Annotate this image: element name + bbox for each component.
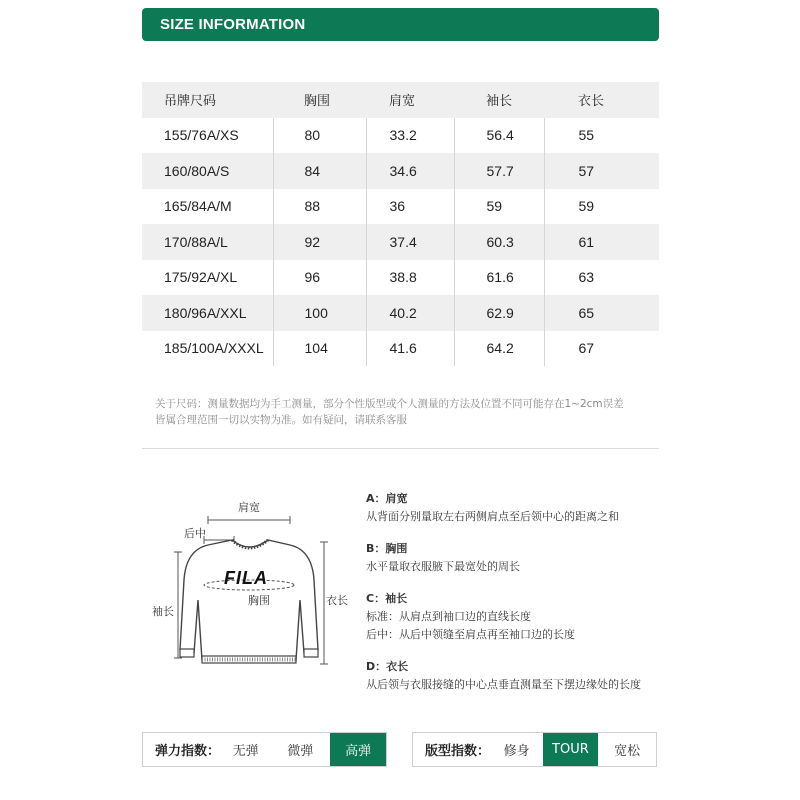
shoulder-cell: 36 <box>366 189 454 225</box>
shoulder-cell: 34.6 <box>366 153 454 189</box>
definition-title: D：衣长 <box>366 660 409 673</box>
sleeve-cell: 61.6 <box>454 260 544 296</box>
size-cell: 185/100A/XXXL <box>142 331 273 367</box>
column-header: 袖长 <box>486 94 513 110</box>
length-cell: 61 <box>578 233 595 250</box>
definition-sleeve <box>366 590 666 644</box>
elasticity-index <box>142 732 387 767</box>
sleeve-label: 袖长 <box>152 605 174 618</box>
table-row <box>142 260 659 296</box>
chest-cell: 96 <box>273 260 366 296</box>
length-cell: 63 <box>578 269 595 286</box>
length-label: 衣长 <box>326 594 348 607</box>
chest-cell: 100 <box>273 295 366 331</box>
chest-cell: 88 <box>273 189 366 225</box>
table-row <box>142 118 659 154</box>
measurement-definitions <box>366 490 666 708</box>
definition-shoulder <box>366 490 666 526</box>
sweatshirt-diagram <box>140 490 360 680</box>
definition-text: 后中：从后中领缝至肩点再至袖口边的长度 <box>366 628 575 641</box>
size-cell: 160/80A/S <box>142 153 273 189</box>
section-header <box>142 8 659 41</box>
column-header: 衣长 <box>578 94 605 110</box>
length-cell: 59 <box>578 198 595 215</box>
note-line: 皆属合理范围一切以实物为准。如有疑问，请联系客服 <box>155 414 407 426</box>
elasticity-option-high: 高弹 <box>330 733 386 766</box>
table-row <box>142 153 659 189</box>
shoulder-label: 肩宽 <box>238 501 260 514</box>
table-row <box>142 189 659 225</box>
fit-option-tour: TOUR <box>543 733 599 766</box>
shoulder-cell: 38.8 <box>366 260 454 296</box>
definition-length <box>366 658 666 694</box>
chest-cell: 80 <box>273 118 366 154</box>
sleeve-cell: 56.4 <box>454 118 544 154</box>
divider <box>142 448 659 449</box>
shoulder-cell: 37.4 <box>366 224 454 260</box>
length-cell: 65 <box>578 304 595 321</box>
size-cell: 170/88A/L <box>142 224 273 260</box>
sleeve-cell: 59 <box>454 189 544 225</box>
fit-label: 版型指数： <box>425 744 491 759</box>
chest-label: 胸围 <box>248 594 270 607</box>
shoulder-cell: 33.2 <box>366 118 454 154</box>
fit-option-loose: 宽松 <box>614 744 641 759</box>
fit-option-slim: 修身 <box>503 744 530 759</box>
chest-cell: 92 <box>273 224 366 260</box>
measurement-note <box>155 396 655 428</box>
size-cell: 155/76A/XS <box>142 118 273 154</box>
back-center-label: 后中 <box>184 527 206 540</box>
shoulder-cell: 41.6 <box>366 331 454 367</box>
table-row <box>142 295 659 331</box>
definition-title: B：胸围 <box>366 542 408 555</box>
size-cell: 180/96A/XXL <box>142 295 273 331</box>
chest-cell: 104 <box>273 331 366 367</box>
column-header: 吊牌尺码 <box>164 94 217 110</box>
sleeve-cell: 57.7 <box>454 153 544 189</box>
sleeve-cell: 60.3 <box>454 224 544 260</box>
section-title: SIZE INFORMATION <box>160 16 306 33</box>
table-header-row <box>142 82 659 118</box>
elasticity-option-none: 无弹 <box>232 744 259 759</box>
definition-text: 标准：从肩点到袖口边的直线长度 <box>366 610 531 623</box>
elasticity-label: 弹力指数： <box>155 744 221 759</box>
length-cell: 55 <box>578 127 595 144</box>
note-line: 关于尺码：测量数据均为手工测量，部分个性版型或个人测量的方法及位置不同可能存在1~2cm误差 <box>155 398 624 410</box>
chest-cell: 84 <box>273 153 366 189</box>
column-header: 胸围 <box>304 94 331 110</box>
length-cell: 57 <box>578 162 595 179</box>
table-row <box>142 224 659 260</box>
size-table <box>142 82 659 366</box>
table-row <box>142 331 659 367</box>
definition-title: C：袖长 <box>366 592 408 605</box>
definition-text: 从背面分别量取左右两侧肩点至后领中心的距离之和 <box>366 510 619 523</box>
definition-text: 水平量取衣服腋下最宽处的周长 <box>366 560 520 573</box>
definition-text: 从后领与衣服接缝的中心点垂直测量至下摆边缘处的长度 <box>366 678 641 691</box>
shoulder-cell: 40.2 <box>366 295 454 331</box>
column-header: 肩宽 <box>389 94 416 110</box>
sleeve-cell: 64.2 <box>454 331 544 367</box>
length-cell: 67 <box>578 340 595 357</box>
definition-chest <box>366 540 666 576</box>
size-cell: 175/92A/XL <box>142 260 273 296</box>
definition-title: A：肩宽 <box>366 492 408 505</box>
sleeve-cell: 62.9 <box>454 295 544 331</box>
fila-logo: FILA <box>224 568 268 588</box>
elasticity-option-slight: 微弹 <box>287 744 314 759</box>
fit-index <box>412 732 657 767</box>
size-cell: 165/84A/M <box>142 189 273 225</box>
